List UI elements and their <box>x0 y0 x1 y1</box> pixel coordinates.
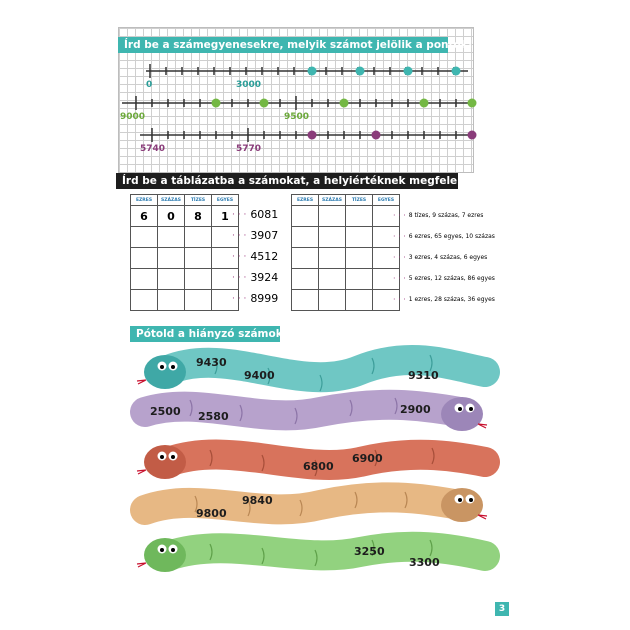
arrow-icon: · · · <box>232 209 247 220</box>
line1-start-label: 0 <box>146 80 153 90</box>
header-szazas: SZÁZAS <box>158 195 185 206</box>
page-number: 3 <box>495 602 509 616</box>
header-ezres: EZRES <box>131 195 158 206</box>
line3-mark-label: 5770 <box>236 144 262 154</box>
line1-mark-label: 3000 <box>236 80 262 90</box>
snake2-number: 2580 <box>198 410 229 423</box>
arrow-icon: · · · <box>393 232 406 241</box>
snake1-number: 9310 <box>408 369 439 382</box>
arrow-icon: · · · <box>393 295 406 304</box>
header-egyes: EGYES <box>373 195 400 206</box>
cell: 8 <box>185 206 212 227</box>
header-ezres: EZRES <box>292 195 319 206</box>
snake1-number: 9400 <box>244 369 275 382</box>
number-value: 4512 <box>250 250 279 263</box>
header-egyes: EGYES <box>212 195 239 206</box>
cell: 6 <box>131 206 158 227</box>
snake3-number: 6900 <box>352 452 383 465</box>
section1-title: Írd be a számegyenesekre, melyik számot jelölik a pontok! <box>118 37 448 53</box>
cell: 0 <box>158 206 185 227</box>
arrow-icon: · · · <box>393 211 406 220</box>
arrow-icon: · · · <box>232 272 247 283</box>
description-text: 6 ezres, 65 egyes, 10 százas <box>408 233 495 240</box>
section3-title: Pótold a hiányzó számokat. <box>130 326 280 342</box>
snake2-number: 2500 <box>150 405 181 418</box>
snake5-number: 3300 <box>409 556 440 569</box>
header-szazas: SZÁZAS <box>319 195 346 206</box>
description-text: 1 ezres, 28 százas, 36 egyes <box>408 296 495 303</box>
number-value: 3907 <box>250 229 279 242</box>
number-value: 8999 <box>250 292 279 305</box>
snake4-number: 9800 <box>196 507 227 520</box>
arrow-icon: · · · <box>232 251 247 262</box>
description-text: 8 tízes, 9 százas, 7 ezres <box>408 212 484 219</box>
header-tizes: TÍZES <box>185 195 212 206</box>
snake5-number: 3250 <box>354 545 385 558</box>
line3-start-label: 5740 <box>140 144 166 154</box>
snake-2 <box>145 397 487 431</box>
number-value: 6081 <box>250 208 279 221</box>
snake3-number: 6800 <box>303 460 334 473</box>
cell: 1 <box>212 206 239 227</box>
arrow-icon: · · · <box>232 293 247 304</box>
snake4-number: 9840 <box>242 494 273 507</box>
number-value: 3924 <box>250 271 279 284</box>
line2-start-label: 9000 <box>120 112 146 122</box>
description-text: 5 ezres, 12 százas, 86 egyes <box>408 275 495 282</box>
header-tizes: TÍZES <box>346 195 373 206</box>
arrow-icon: · · · <box>232 230 247 241</box>
snake1-number: 9430 <box>196 356 227 369</box>
line2-mark-label: 9500 <box>284 112 310 122</box>
description-text: 3 ezres, 4 százas, 6 egyes <box>408 254 488 261</box>
arrow-icon: · · · <box>393 274 406 283</box>
section2-title: Írd be a táblázatba a számokat, a helyiértéknek megfelelően. <box>116 173 458 189</box>
arrow-icon: · · · <box>393 253 406 262</box>
snake2-number: 2900 <box>400 403 431 416</box>
